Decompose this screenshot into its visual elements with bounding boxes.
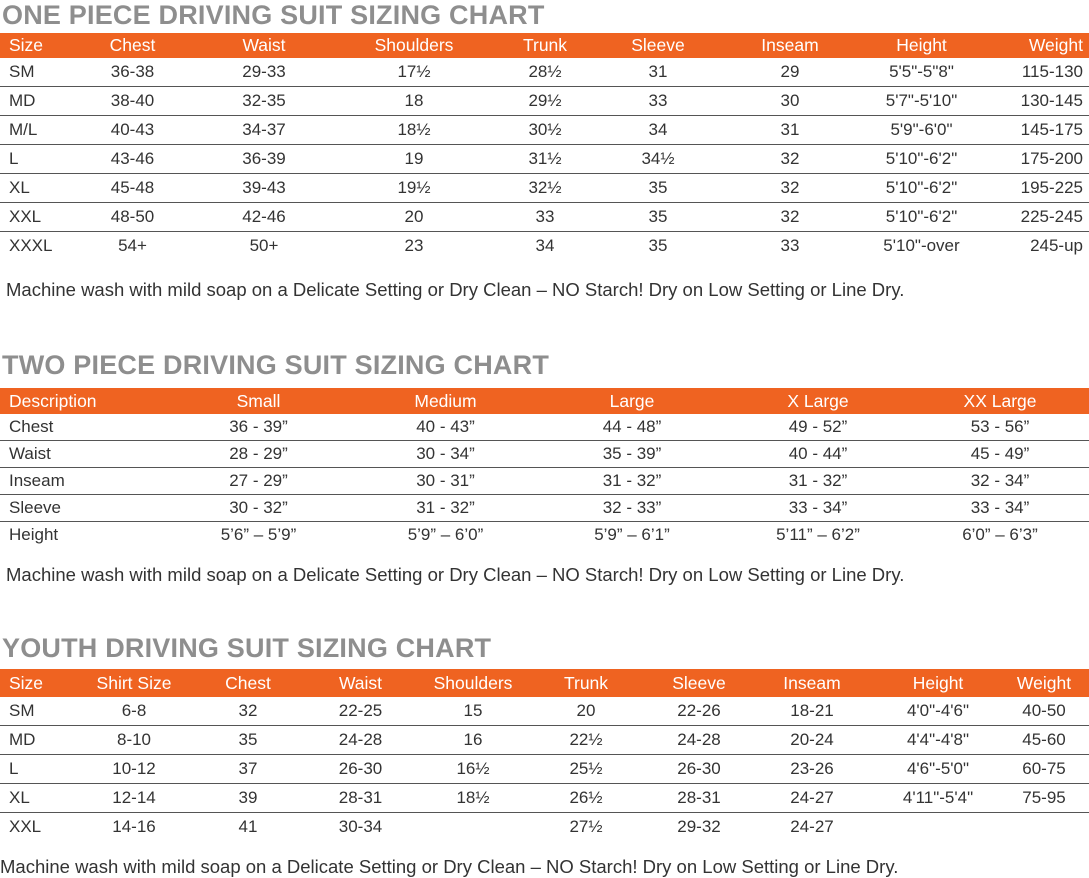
table-cell: 17½ xyxy=(328,58,500,87)
table-cell: 5'9"-6'0" xyxy=(854,116,989,145)
table-cell: L xyxy=(0,755,68,784)
column-header: Size xyxy=(0,669,68,697)
table-cell: 16 xyxy=(425,726,521,755)
table-cell: 40-43 xyxy=(65,116,200,145)
table-cell: 5'10"-6'2" xyxy=(854,145,989,174)
table-cell: 18½ xyxy=(425,784,521,813)
table-cell: 175-200 xyxy=(989,145,1089,174)
table-cell: 19 xyxy=(328,145,500,174)
table-cell: 35 - 39” xyxy=(539,441,725,468)
table-cell: SM xyxy=(0,58,65,87)
table-cell: XL xyxy=(0,174,65,203)
table-cell: 49 - 52” xyxy=(725,414,911,441)
table-cell: 24-28 xyxy=(651,726,747,755)
column-header: Shirt Size xyxy=(68,669,200,697)
table-cell: 75-95 xyxy=(999,784,1089,813)
table-cell: 30 - 31” xyxy=(352,468,539,495)
table-cell: 22-25 xyxy=(296,697,425,726)
table-cell: 26½ xyxy=(521,784,651,813)
table-row xyxy=(0,414,1089,441)
table-cell: 20 xyxy=(521,697,651,726)
table-cell: 28-31 xyxy=(651,784,747,813)
table-cell: 34 xyxy=(535,236,555,255)
table-cell: Sleeve xyxy=(0,495,165,522)
column-header: Sleeve xyxy=(590,33,726,58)
table-cell: 5’11” – 6’2” xyxy=(776,525,860,544)
table-cell: MD xyxy=(0,87,65,116)
table-cell: 35 xyxy=(590,203,726,232)
table-cell: 32 xyxy=(726,203,854,232)
table-cell: 36-39 xyxy=(200,145,328,174)
table-cell: Waist xyxy=(0,441,165,468)
column-header: Trunk xyxy=(521,669,651,697)
table-cell: 14-16 xyxy=(112,817,156,836)
table-header-row xyxy=(0,388,1089,414)
table-cell: 48-50 xyxy=(65,203,200,232)
column-header: Chest xyxy=(65,33,200,58)
column-header: Medium xyxy=(352,388,539,414)
table-cell: 18 xyxy=(328,87,500,116)
table-cell: 5’9” – 6’1” xyxy=(594,525,670,544)
table-cell: 115-130 xyxy=(989,58,1089,87)
table-row xyxy=(0,116,1089,145)
table-cell: 29 xyxy=(726,58,854,87)
table-cell: 22-26 xyxy=(651,697,747,726)
table-cell: 30 xyxy=(726,87,854,116)
column-header: Height xyxy=(877,669,999,697)
table-cell xyxy=(425,813,521,842)
table-cell: 145-175 xyxy=(989,116,1089,145)
table-cell: 4'11"-5'4" xyxy=(877,784,999,813)
table-cell: 31 - 32” xyxy=(352,495,539,522)
table-cell: 41 xyxy=(238,817,258,836)
table-cell: 36-38 xyxy=(65,58,200,87)
table-cell: 31 xyxy=(590,58,726,87)
table-cell: 19½ xyxy=(328,174,500,203)
table-cell: M/L xyxy=(0,116,65,145)
table-cell: 30 - 32” xyxy=(165,495,352,522)
care-instructions-note: Machine wash with mild soap on a Delicate Setting or Dry Clean – NO Starch! Dry on Low Setting or Line Dry. xyxy=(6,279,905,300)
table-cell: 53 - 56” xyxy=(911,414,1089,441)
table-cell: 22½ xyxy=(521,726,651,755)
table-cell: 50+ xyxy=(249,236,279,255)
table-cell: 16½ xyxy=(425,755,521,784)
table-cell: Inseam xyxy=(0,468,165,495)
table-cell: XL xyxy=(0,784,68,813)
column-header: Description xyxy=(0,388,165,414)
table-cell: 40-50 xyxy=(999,697,1089,726)
table-cell: 33 - 34” xyxy=(725,495,911,522)
table-cell: 33 xyxy=(500,203,590,232)
table-cell: 12-14 xyxy=(68,784,200,813)
table-cell: Chest xyxy=(0,414,165,441)
column-header: XX Large xyxy=(911,388,1089,414)
table-row xyxy=(0,174,1089,203)
table-row xyxy=(0,726,1089,755)
table-cell: 45-48 xyxy=(65,174,200,203)
care-instructions-note: Machine wash with mild soap on a Delicate Setting or Dry Clean – NO Starch! Dry on Low Setting or Line Dry. xyxy=(0,856,899,877)
table-row xyxy=(0,145,1089,174)
table-cell: 18-21 xyxy=(747,697,877,726)
table-cell: 45-60 xyxy=(999,726,1089,755)
table-cell: 38-40 xyxy=(65,87,200,116)
table-cell: 43-46 xyxy=(65,145,200,174)
column-header: Weight xyxy=(999,669,1089,697)
column-header: Trunk xyxy=(500,33,590,58)
table-header-row xyxy=(0,33,1089,58)
column-header: Height xyxy=(854,33,989,58)
column-header: Shoulders xyxy=(328,33,500,58)
table-cell: 35 xyxy=(200,726,296,755)
table-cell: 195-225 xyxy=(989,174,1089,203)
table-cell: 40 - 44” xyxy=(725,441,911,468)
table-cell: L xyxy=(0,145,65,174)
table-cell: 225-245 xyxy=(989,203,1089,232)
one-piece-title: ONE PIECE DRIVING SUIT SIZING CHART xyxy=(2,0,545,30)
table-cell: 30½ xyxy=(500,116,590,145)
table-cell: SM xyxy=(0,697,68,726)
table-cell: 245-up xyxy=(1030,236,1083,255)
two-piece-sizing-table xyxy=(0,388,1089,548)
table-cell: 4'0"-4'6" xyxy=(877,697,999,726)
table-row xyxy=(0,232,1089,261)
table-cell: 54+ xyxy=(118,236,147,255)
table-cell: 39-43 xyxy=(200,174,328,203)
table-cell: 29½ xyxy=(500,87,590,116)
table-cell: 39 xyxy=(200,784,296,813)
table-cell: 8-10 xyxy=(68,726,200,755)
table-cell: 6-8 xyxy=(68,697,200,726)
table-cell: 32 - 34” xyxy=(911,468,1089,495)
column-header: Weight xyxy=(989,33,1089,58)
table-cell: 27½ xyxy=(569,817,603,836)
table-cell: 4'4"-4'8" xyxy=(877,726,999,755)
table-row xyxy=(0,522,1089,549)
table-cell: 32 xyxy=(726,145,854,174)
table-cell: 35 xyxy=(648,236,668,255)
table-cell: 24-27 xyxy=(790,817,834,836)
table-cell: 5'10"-6'2" xyxy=(854,174,989,203)
youth-title: YOUTH DRIVING SUIT SIZING CHART xyxy=(2,633,492,663)
column-header: Inseam xyxy=(747,669,877,697)
table-cell: XXL xyxy=(9,817,42,836)
table-cell: 32-35 xyxy=(200,87,328,116)
column-header: Chest xyxy=(200,669,296,697)
table-cell: 6’0” – 6’3” xyxy=(962,525,1038,544)
table-row xyxy=(0,87,1089,116)
table-row xyxy=(0,813,1089,842)
table-cell: 29-32 xyxy=(677,817,721,836)
table-cell: 37 xyxy=(200,755,296,784)
table-cell: 32 xyxy=(200,697,296,726)
table-cell: 35 xyxy=(590,174,726,203)
table-row xyxy=(0,468,1089,495)
table-cell: 45 - 49” xyxy=(911,441,1089,468)
table-cell: 34½ xyxy=(590,145,726,174)
table-cell: MD xyxy=(0,726,68,755)
care-instructions-note: Machine wash with mild soap on a Delicate Setting or Dry Clean – NO Starch! Dry on Low Setting or Line Dry. xyxy=(6,564,905,585)
table-row xyxy=(0,203,1089,232)
two-piece-title: TWO PIECE DRIVING SUIT SIZING CHART xyxy=(2,350,550,380)
table-cell: 33 - 34” xyxy=(911,495,1089,522)
table-cell: 28 - 29” xyxy=(165,441,352,468)
table-cell: 130-145 xyxy=(989,87,1089,116)
table-row xyxy=(0,441,1089,468)
column-header: Size xyxy=(0,33,65,58)
table-cell: 18½ xyxy=(328,116,500,145)
table-cell: 33 xyxy=(780,236,800,255)
table-row xyxy=(0,495,1089,522)
table-cell: 33 xyxy=(590,87,726,116)
table-cell xyxy=(999,813,1089,842)
table-cell: 5’9” – 6’0” xyxy=(407,525,484,544)
youth-sizing-table xyxy=(0,669,1089,841)
column-header: Waist xyxy=(296,669,425,697)
table-cell: 29-33 xyxy=(200,58,328,87)
table-cell: 34-37 xyxy=(200,116,328,145)
table-cell: 36 - 39” xyxy=(165,414,352,441)
table-cell: 23-26 xyxy=(747,755,877,784)
table-cell xyxy=(877,813,999,842)
column-header: X Large xyxy=(725,388,911,414)
table-row xyxy=(0,755,1089,784)
table-cell: 26-30 xyxy=(651,755,747,784)
table-cell: 28-31 xyxy=(296,784,425,813)
table-cell: 25½ xyxy=(521,755,651,784)
table-cell: 31 - 32” xyxy=(725,468,911,495)
table-row xyxy=(0,58,1089,87)
table-cell: 26-30 xyxy=(296,755,425,784)
table-row xyxy=(0,784,1089,813)
table-cell: 24-27 xyxy=(747,784,877,813)
table-cell: 20-24 xyxy=(747,726,877,755)
table-cell: Height xyxy=(9,525,59,544)
table-cell: 32 - 33” xyxy=(539,495,725,522)
table-cell: 32 xyxy=(726,174,854,203)
table-cell: 5'10"-6'2" xyxy=(854,203,989,232)
table-cell: 40 - 43” xyxy=(352,414,539,441)
table-cell: 31½ xyxy=(500,145,590,174)
table-cell: 5'5"-5"8" xyxy=(854,58,989,87)
table-cell: XXXL xyxy=(9,236,53,255)
table-cell: 24-28 xyxy=(296,726,425,755)
column-header: Shoulders xyxy=(425,669,521,697)
table-cell: 34 xyxy=(590,116,726,145)
table-cell: 31 xyxy=(726,116,854,145)
one-piece-sizing-table xyxy=(0,33,1089,260)
table-cell: 44 - 48” xyxy=(539,414,725,441)
table-cell: 30 - 34” xyxy=(352,441,539,468)
table-cell: 60-75 xyxy=(999,755,1089,784)
table-cell: 42-46 xyxy=(200,203,328,232)
table-cell: 31 - 32” xyxy=(539,468,725,495)
table-cell: 4'6"-5'0" xyxy=(877,755,999,784)
table-header-row xyxy=(0,669,1089,697)
table-cell: 5'10"-over xyxy=(883,236,960,255)
column-header: Inseam xyxy=(726,33,854,58)
table-cell: 28½ xyxy=(500,58,590,87)
table-cell: 5’6” – 5’9” xyxy=(220,525,297,544)
table-cell: 20 xyxy=(328,203,500,232)
table-cell: 15 xyxy=(425,697,521,726)
table-row xyxy=(0,697,1089,726)
column-header: Waist xyxy=(200,33,328,58)
table-cell: XXL xyxy=(0,203,65,232)
table-cell: 27 - 29” xyxy=(165,468,352,495)
table-cell: 32½ xyxy=(500,174,590,203)
table-cell: 10-12 xyxy=(68,755,200,784)
table-cell: 30-34 xyxy=(338,817,383,836)
column-header: Large xyxy=(539,388,725,414)
table-cell: 23 xyxy=(404,236,424,255)
column-header: Sleeve xyxy=(651,669,747,697)
table-cell: 5'7"-5'10" xyxy=(854,87,989,116)
column-header: Small xyxy=(165,388,352,414)
